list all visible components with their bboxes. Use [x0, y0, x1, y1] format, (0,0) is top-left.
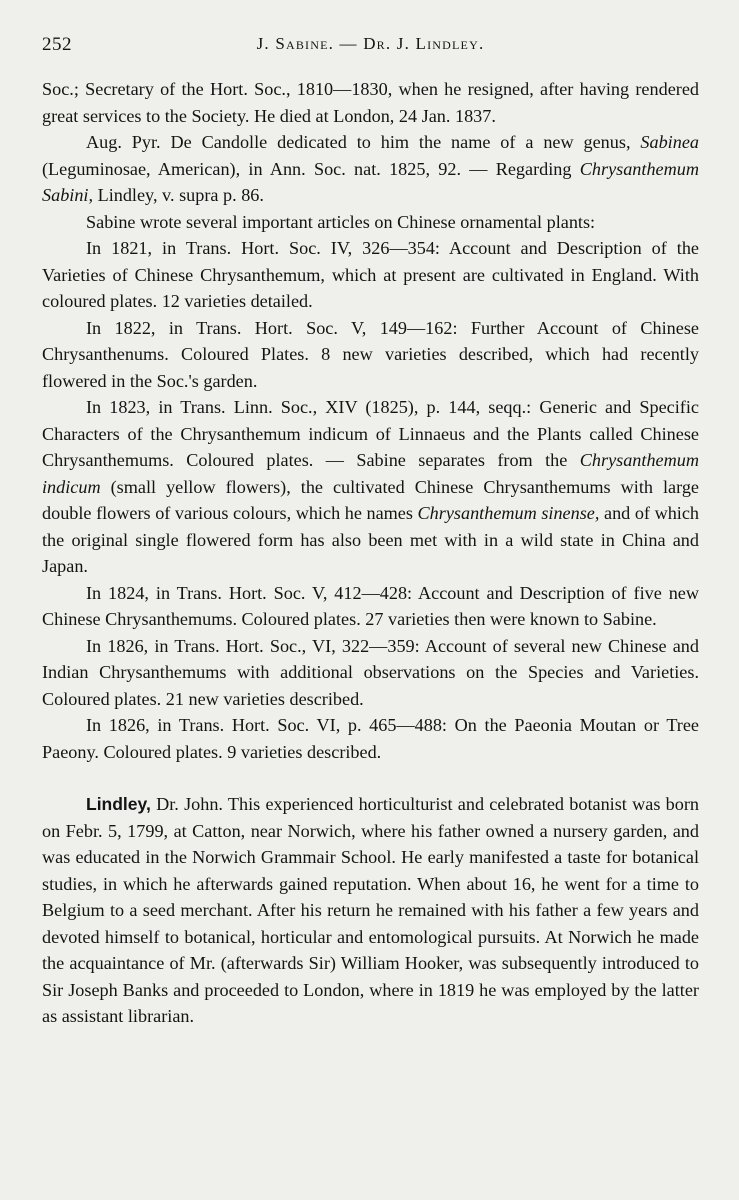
paragraph-1823 [42, 394, 699, 580]
running-head-right: Dr. J. Lindley. [363, 34, 485, 53]
paragraph-1826-chrysanthemums: In 1826, in Trans. Hort. Soc., VI, 322—359: Account of several new Chinese and Indian Chrysanthemums with additional observations on the Species and Varieties. Coloured plates. 21 new varieties described. [42, 635, 699, 709]
running-head-dash: — [339, 34, 358, 53]
paragraph-1826-paeonia: In 1826, in Trans. Hort. Soc. VI, p. 465—488: On the Paeonia Moutan or Tree Paeony. Coloured plates. 9 varieties described. [42, 715, 699, 762]
p2-text-b: (Leguminosae, American), in Ann. Soc. nat. 1825, 92. — Regarding [42, 158, 580, 179]
entry-heading-lindley: Lindley, [86, 794, 151, 814]
paragraph-1821: In 1821, in Trans. Hort. Soc. IV, 326—354: Account and Description of the Varieties of Chinese Chrysanthemum, which at present are cultivated in England. With coloured plates. 12 varieties detailed. [42, 238, 699, 311]
paragraph-lindley [42, 791, 699, 1030]
species-chrysanthemum-sinense: Chrysanthemum sinense, [417, 503, 600, 523]
p6-text-c: and of which the original single flowered form has also been met with in a wild state in China and Japan. [42, 503, 700, 576]
paragraph-sabine-death: Soc.; Secretary of the Hort. Soc., 1810—1830, when he resigned, after having rendered great services to the Society. He died at London, 24 Jan. 1837. [42, 79, 699, 126]
paragraph-1824: In 1824, in Trans. Hort. Soc. V, 412—428: Account and Description of five new Chinese Chrysanthemums. Coloured plates. 27 varieties then were known to Sabine. [42, 582, 699, 629]
running-head-left: J. Sabine. [256, 34, 335, 53]
paragraph-decandolle [42, 129, 699, 209]
p6-text-b: (small yellow flowers), the cultivated Chinese Chrysanthemums with large double flowers of various colours, which he names [42, 476, 699, 523]
page-number: 252 [42, 34, 72, 55]
lindley-entry [42, 791, 699, 1030]
genus-sabinea: Sabinea [640, 132, 699, 152]
page-body [42, 76, 699, 1030]
running-head [42, 34, 699, 54]
paragraph-1822: In 1822, in Trans. Hort. Soc. V, 149—162: Further Account of Chinese Chrysanthenums. Coloured Plates. 8 new varieties described, which had recently flowered in the Soc.'s garden. [42, 317, 699, 391]
paragraph-articles-intro: Sabine wrote several important articles on Chinese ornamental plants: [86, 211, 596, 232]
p2-text-c: Lindley, v. supra p. 86. [93, 185, 264, 205]
page-header [42, 34, 699, 64]
p2-text-a: Aug. Pyr. De Candolle dedicated to him the name of a new genus, [86, 132, 641, 152]
species-chrysanthemum-indicum: Chrysanthemum indicum [42, 450, 699, 497]
species-chrysanthemum-sabini: Chrysanthemum Sabini, [42, 158, 699, 205]
lindley-text: Dr. John. This experienced horticulturist and celebrated botanist was born on Febr. 5, 1799, at Catton, near Norwich, where his father owned a nursery garden, and was educated in the Norwich Grammair School. He early manifested a taste for botanical studies, in which he afterwards gained reputation. When about 16, he went for a time to Belgium to a seed merchant. After his return he remained with his father a few years and devoted himself to botanical, horticular and entomological pursuits. At Norwich he made the acquaintance of Mr. (afterwards Sir) William Hooker, was subsequently introduced to Sir Joseph Banks and proceeded to London, where in 1819 he was employed by the latter as assistant librarian. [42, 794, 699, 1026]
p6-text-a: In 1823, in Trans. Linn. Soc., XIV (1825), p. 144, seqq.: Generic and Specific Characters of the Chrysanthemum indicum of Linnaeus and the Plants called Chinese Chrysanthemums. Coloured plates. — Sabine separates from the [42, 397, 699, 470]
